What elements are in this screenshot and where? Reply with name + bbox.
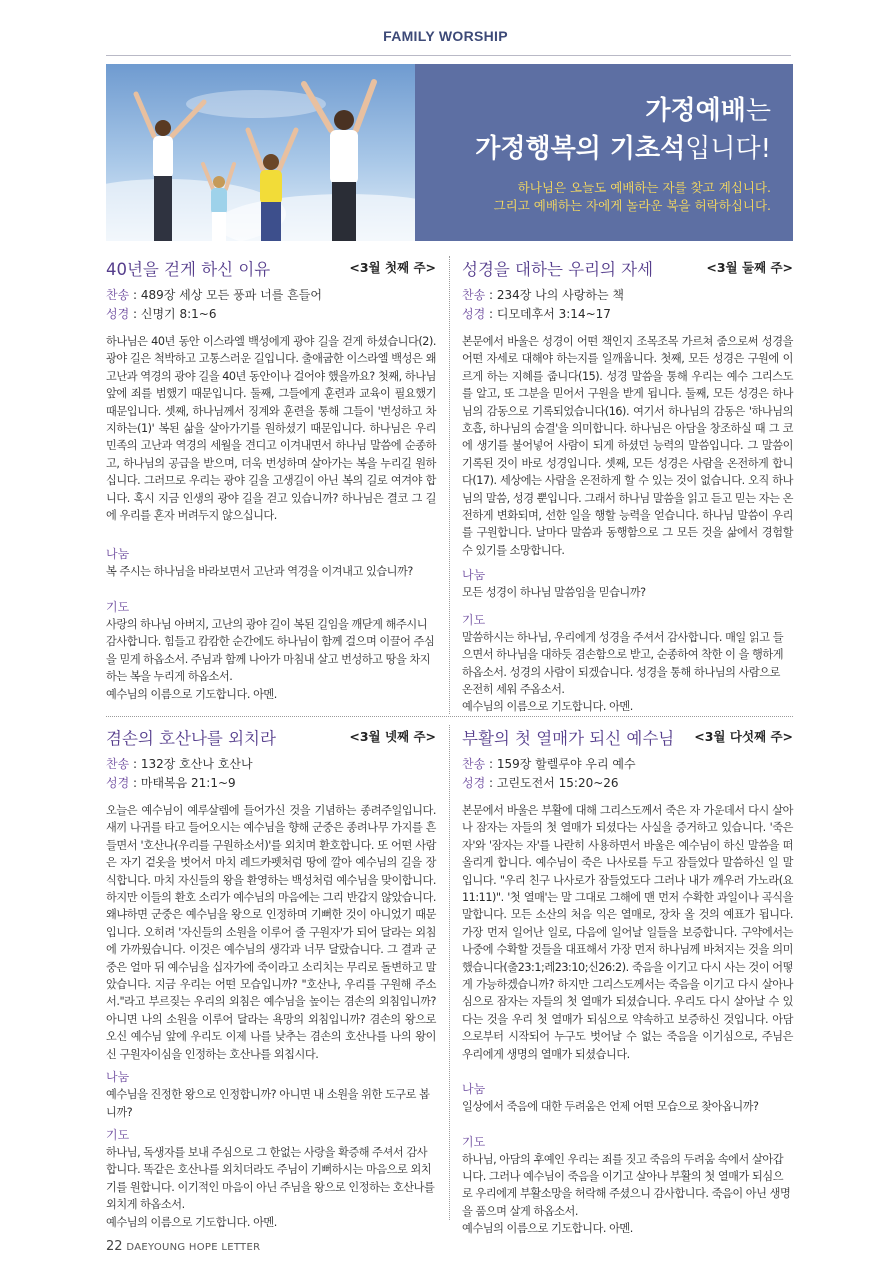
scripture-line: 성경 : 마태복음 21:1~9 xyxy=(106,776,236,790)
section-header: FAMILY WORSHIP xyxy=(383,28,508,44)
prayer-text: 사랑의 하나님 아버지, 고난의 광야 길이 복된 길임을 깨닫게 해주시니 감사합니다. 힘들고 캄캄한 순간에도 하나님이 함께 걸으며 이끌어 주심을 믿게 하옵소서. 주님과 함께 나아가 마침내 살고 번성하고 땅을 차지하는 복을 누리게 하옵소서. 예수님의 이름으로 기도합니다. 아멘. xyxy=(106,617,435,701)
hymn-line: 찬송 : 132장 호산나 호산나 xyxy=(106,757,253,771)
section-title: 40년을 걷게 하신 이유 xyxy=(106,260,271,279)
scripture-line: 성경 : 고린도전서 15:20~26 xyxy=(462,776,619,790)
header-rule xyxy=(106,55,791,56)
page-footer xyxy=(106,1239,260,1254)
banner-subtitle-line2: 그리고 예배하는 자에게 놀라운 복을 허락하십니다. xyxy=(493,198,771,213)
column-divider xyxy=(449,725,450,1220)
banner-title-line2: 가정행복의 기초석입니다! xyxy=(475,134,771,164)
week-label: <3월 다섯째 주> xyxy=(694,729,793,744)
prayer-label: 기도 xyxy=(462,1134,486,1149)
hymn-line: 찬송 : 159장 할렐루야 우리 예수 xyxy=(462,757,636,771)
worship-section-week2 xyxy=(462,256,793,716)
worship-section-week1 xyxy=(106,256,436,703)
worship-section-week4 xyxy=(106,725,436,1231)
hymn-line: 찬송 : 234장 나의 사랑하는 책 xyxy=(462,288,624,302)
sermon-body: 오늘은 예수님이 예루살렘에 들어가신 것을 기념하는 종려주일입니다. 새끼 나귀를 타고 들어오시는 예수님을 향해 군중은 종려나무 가지를 흔들면서 '호산나(우리를 구원하소서)'를 외치며 환호합니다. 또 어떤 사람은 자기 겉옷을 벗어서 마치 레드카펫처럼 땅에 깔아 예수님의 길을 장식합니다. 마치 자신들의 왕을 환영하는 백성처럼 예수님을 맞이합니다. 하지만 이들의 환호 소리가 예수님의 마음에는 그리 반갑지 않았습니다. 왜냐하면 군중은 예수님을 왕으로 인정하며 기뻐한 것이 아니었기 때문입니다. 오히려 '자신들의 소원을 이루어 줄 구원자'가 되어 달라는 외침에 가까웠습니다. 이것은 예수님의 생각과 너무 달랐습니다. 그 결과 군중은 얼마 뒤 예수님을 십자가에 죽이라고 소리치는 무리로 돌변하고 말았습니다. 지금 우리는 어떤 모습입니까? "호산나, 우리를 구원해 주소서."라고 부르짖는 우리의 외침은 예수님을 높이는 겸손의 외침입니까? 아니면 나의 소원을 이루어 달라는 욕망의 외침입니까? 겸손의 왕으로 오신 예수님 앞에 우리도 이제 나를 낮추는 겸손의 호산나를 나의 왕이신 구원자이심을 인정하는 호산나를 외칩시다. xyxy=(106,804,436,1061)
worship-section-week5 xyxy=(462,725,793,1238)
hero-banner xyxy=(106,64,793,241)
family-worship-photo xyxy=(106,64,415,241)
banner-title-line1: 가정예배는 xyxy=(645,96,771,126)
section-title: 겸손의 호산나를 외치라 xyxy=(106,729,276,748)
week-label: <3월 둘째 주> xyxy=(706,260,793,275)
banner-subtitle-line1: 하나님은 오늘도 예배하는 자를 찾고 계십니다. xyxy=(517,180,771,195)
prayer-label: 기도 xyxy=(462,612,486,627)
week-label: <3월 첫째 주> xyxy=(349,260,436,275)
magazine-name: DAEYOUNG HOPE LETTER xyxy=(126,1242,261,1253)
scripture-line: 성경 : 신명기 8:1~6 xyxy=(106,307,217,321)
prayer-label: 기도 xyxy=(106,1127,130,1142)
prayer-text: 말씀하시는 하나님, 우리에게 성경을 주셔서 감사합니다. 매일 읽고 들으면서 하나님을 대하듯 겸손함으로 받고, 순종하여 착한 이 을 행하게 하옵소서. 성경의 사람이 되겠습니다. 성경을 통해 하나님의 사람으로 온전히 세워 주옵소서. 예수님의 이름으로 기도합니다. 아멘. xyxy=(462,630,784,714)
section-title: 성경을 대하는 우리의 자세 xyxy=(462,260,654,279)
section-title: 부활의 첫 열매가 되신 예수님 xyxy=(462,729,675,748)
column-divider xyxy=(449,256,450,714)
sharing-label: 나눔 xyxy=(462,1082,486,1097)
sharing-label: 나눔 xyxy=(462,568,486,583)
week-label: <3월 넷째 주> xyxy=(349,729,436,744)
prayer-text: 하나님, 독생자를 보내 주심으로 그 한없는 사랑을 확증해 주셔서 감사합니다. 똑같은 호산나를 외치더라도 주님이 기뻐하시는 마음으로 외치기를 원합니다. 이기적인 마음이 아닌 주님을 왕으로 인정하는 호산나를 외치게 하옵소서. 예수님의 이름으로 기도합니다. 아멘. xyxy=(106,1145,435,1229)
sharing-question: 일상에서 죽음에 대한 두려움은 언제 어떤 모습으로 찾아옵니까? xyxy=(462,1100,759,1114)
sharing-question: 예수님을 진정한 왕으로 인정합니까? 아니면 내 소원을 위한 도구로 봅니까? xyxy=(106,1088,430,1119)
sermon-body: 하나님은 40년 동안 이스라엘 백성에게 광야 길을 걷게 하셨습니다(2). 광야 길은 척박하고 고통스러운 길입니다. 출애굽한 이스라엘 백성은 왜 고난과 역경의 광야 길을 40년 동안이나 걸어야 했을까요? 첫째, 하나님 앞에 죄를 범했기 때문입니다. 둘째, 그들에게 훈련과 교육이 필요했기 때문입니다. 셋째, 하나님께서 징계와 훈련을 통해 그들이 '번성하고 차지하는(1)' 복된 삶을 살아가기를 원하셨기 때문입니다. 하나님은 우리 민족의 고난과 역경의 세월을 견디고 이겨내면서 하나님 말씀에 순종하고, 하나님의 공급을 받으며, 더욱 번성하며 살아가는 복을 누리길 원하십니다. 그러므로 우리는 광야 길을 고생길이 아닌 복의 길로 여겨야 합니다. 혹시 지금 인생의 광야 길을 걷고 있습니까? 하나님은 결코 그 길에 우리를 혼자 버려두지 않으십니다. xyxy=(106,335,436,523)
sermon-body: 본문에서 바울은 성경이 어떤 책인지 조목조목 가르쳐 줌으로써 성경을 어떤 자세로 대해야 하는지를 일깨웁니다. 첫째, 모든 성경은 구원에 이르게 하는 지혜를 줍니다(15). 성경 말씀을 통해 우리는 예수 그리스도를 알고, 또 그분을 믿어서 구원을 받게 됩니다. 둘째, 모든 성경은 하나님의 감동으로 기록되었습니다(16). 여기서 하나님의 감동은 '하나님의 호흡, 하나님의 숨결'을 의미합니다. 하나님은 아담을 창조하실 때 그 코에 생기를 불어넣어 사람이 되게 하셨던 능력의 말씀입니다. 그 말씀이 기록된 것이 바로 성경입니다. 셋째, 모든 성경은 사람을 온전하게 합니다(17). 세상에는 사람을 온전하게 할 수 있는 것이 없습니다. 오직 하나님의 말씀, 성경 뿐입니다. 그래서 하나님 말씀을 읽고 듣고 믿는 자는 온전하게 변화되며, 선한 일을 행할 능력을 얻습니다. 하나님 말씀이 우리를 구원합니다. 날마다 말씀과 동행함으로 그 모든 것을 삶에서 경험할 수 있기를 소망합니다. xyxy=(462,335,793,557)
prayer-text: 하나님, 아담의 후예인 우리는 죄를 짓고 죽음의 두려움 속에서 살아갑니다. 그러나 예수님이 죽음을 이기고 살아나 부활의 첫 열매가 되심으로 우리에게 부활소망을 허락해 주셨으니 감사합니다. 죽음이 아닌 생명을 품으며 살게 하옵소서. 예수님의 이름으로 기도합니다. 아멘. xyxy=(462,1152,791,1236)
sharing-label: 나눔 xyxy=(106,547,130,562)
hymn-line: 찬송 : 489장 세상 모든 풍파 너를 흔들어 xyxy=(106,288,322,302)
banner-title-panel xyxy=(415,64,793,241)
page-number: 22 xyxy=(106,1239,123,1254)
row-divider xyxy=(106,716,793,717)
prayer-label: 기도 xyxy=(106,599,130,614)
sharing-question: 모든 성경이 하나님 말씀임을 믿습니까? xyxy=(462,586,646,600)
sharing-label: 나눔 xyxy=(106,1070,130,1085)
sermon-body: 본문에서 바울은 부활에 대해 그리스도께서 죽은 자 가운데서 다시 살아나 잠자는 자들의 첫 열매가 되셨다는 사실을 증거하고 있습니다. '죽은 자'와 '잠자는 자'를 나란히 사용하면서 바울은 예수님이 하신 말씀을 떠올리게 합니다. 예수님이 죽은 나사로를 두고 잠들었다 말씀하신 일 말입니다. "우리 친구 나사로가 잠들었도다 그러나 내가 깨우러 가노라(요11:11)". '첫 열매'는 말 그대로 그해에 맨 먼저 수확한 과일이나 곡식을 말합니다. 모든 소산의 처음 익은 열매로, 장차 올 것의 예표가 됩니다. 가장 먼저 일어난 일로, 다음에 일어날 일들을 보증합니다. 구약에서는 나중에 수확할 것들을 대표해서 가장 먼저 하나님께 바쳐지는 것을 의미했습니다(출23:1;레23:10;신26:2). 죽음을 이기고 다시 사는 것이 어떻게 가능하겠습니까? 하지만 그리스도께서는 죽음을 이기고 다시 살아나심으로 잠자는 자들의 첫 열매가 되셨습니다. 우리도 다시 살아날 수 있다는 것을 우리 첫 열매가 되심으로 약속하고 보증하신 것입니다. 아담으로부터 시작되어 누구도 벗어날 수 없는 죽음을 이기심으로, 주님은 우리에게 생명의 열매가 되셨습니다. xyxy=(462,804,793,1061)
sharing-question: 복 주시는 하나님을 바라보면서 고난과 역경을 이겨내고 있습니까? xyxy=(106,565,413,579)
scripture-line: 성경 : 디모데후서 3:14~17 xyxy=(462,307,611,321)
